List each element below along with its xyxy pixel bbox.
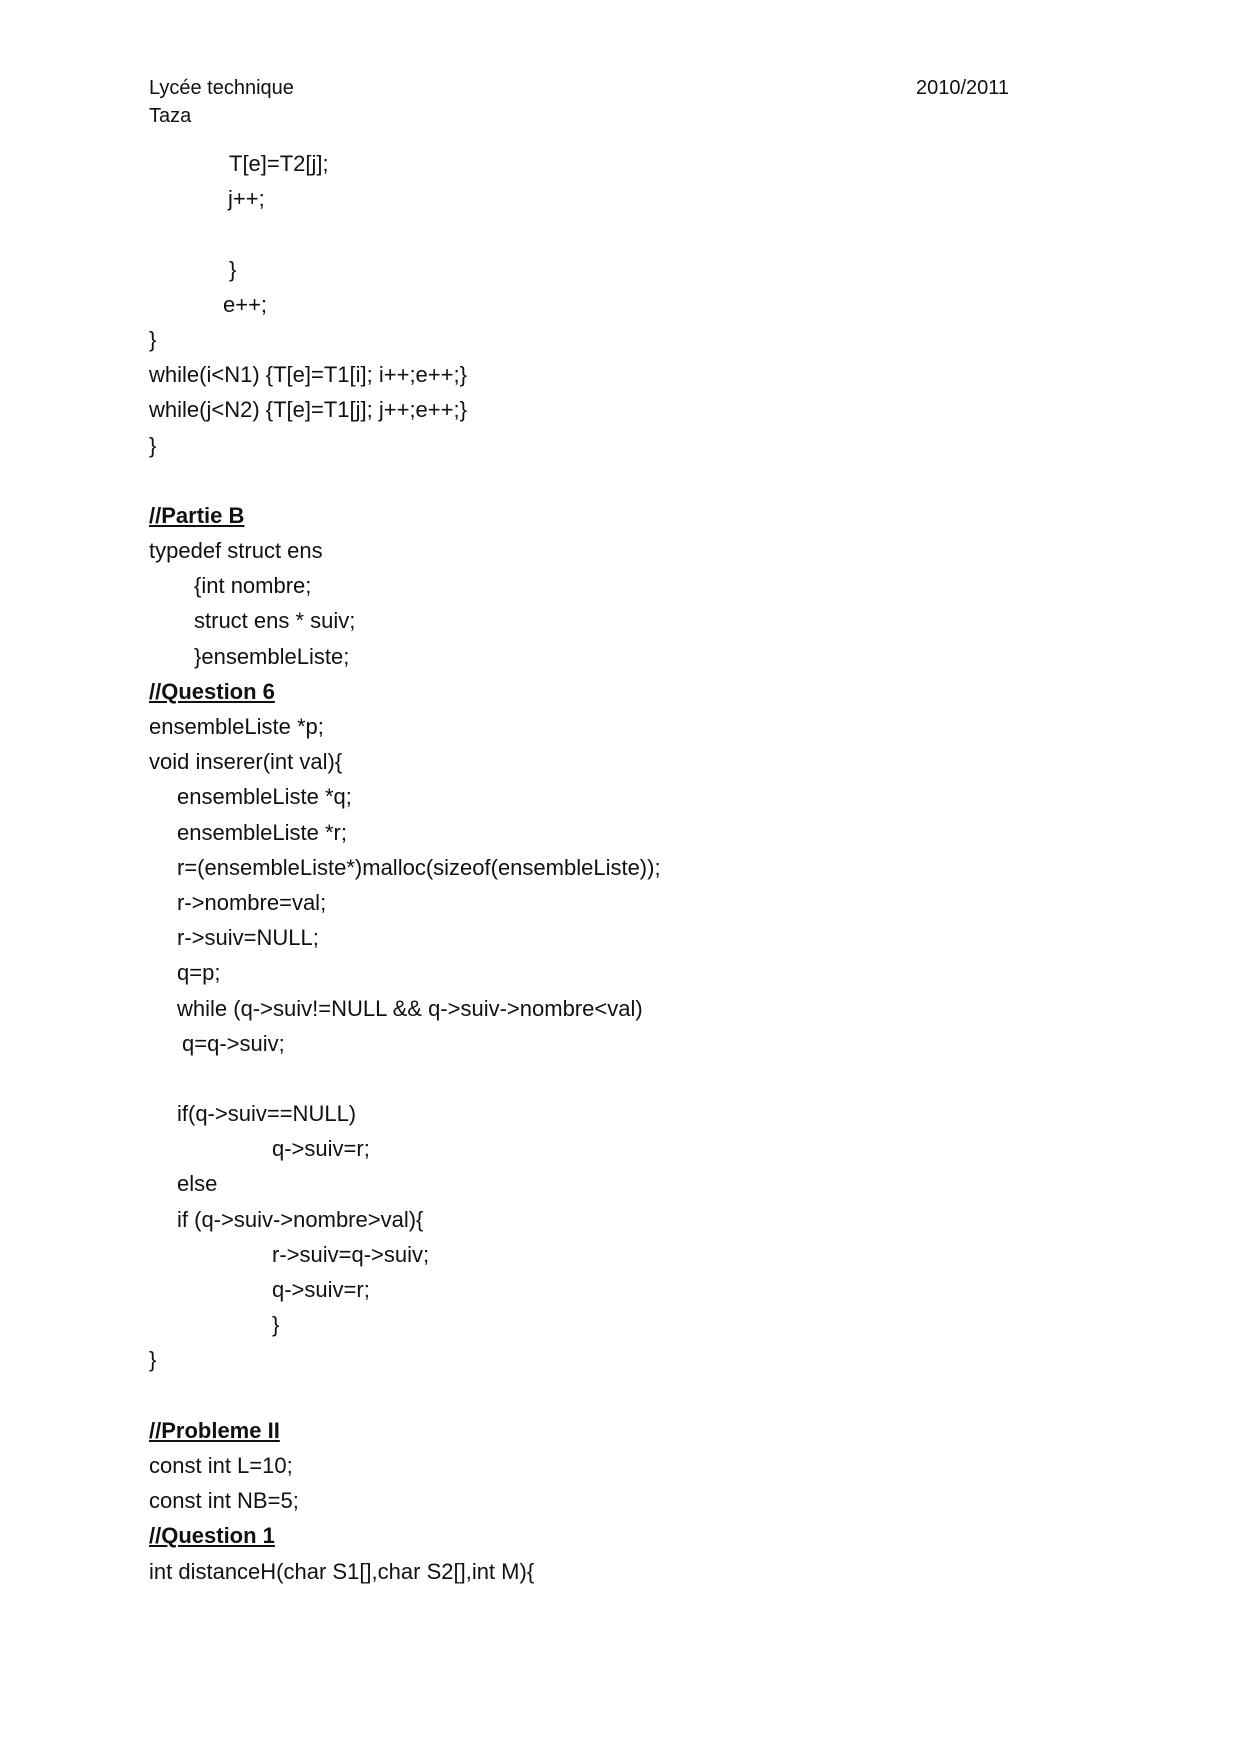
- code-line: r->suiv=NULL;: [177, 925, 319, 951]
- code-line: }: [149, 326, 157, 352]
- page-header-left: [149, 74, 294, 130]
- code-line: else: [177, 1171, 218, 1197]
- code-line: q=q->suiv;: [182, 1030, 285, 1056]
- code-line: }: [229, 256, 237, 282]
- section-heading: //Question 1: [149, 1523, 275, 1549]
- code-line: int distanceH(char S1[],char S2[],int M){: [149, 1558, 535, 1584]
- code-line: r=(ensembleListe*)malloc(sizeof(ensembleListe));: [177, 854, 661, 880]
- code-line: j++;: [228, 186, 265, 212]
- section-heading: //Question 6: [149, 678, 275, 704]
- code-line: }ensembleListe;: [194, 643, 350, 669]
- header-city: Taza: [149, 105, 192, 127]
- blank-line: [149, 463, 661, 498]
- code-line: while(i<N1) {T[e]=T1[i]; i++;e++;}: [149, 362, 467, 388]
- section-heading: //Partie B: [149, 502, 245, 528]
- blank-line: [149, 1378, 661, 1413]
- header-school: Lycée technique: [149, 77, 294, 99]
- code-line: }: [149, 432, 157, 458]
- header-year: 2010/2011: [916, 77, 1010, 99]
- blank-line: [149, 216, 661, 251]
- code-line: }: [272, 1312, 280, 1338]
- code-line: r->nombre=val;: [177, 889, 327, 915]
- code-line: if(q->suiv==NULL): [177, 1101, 357, 1127]
- code-line: const int L=10;: [149, 1452, 293, 1478]
- code-line: ensembleListe *r;: [177, 819, 347, 845]
- code-line: }: [149, 1347, 157, 1373]
- code-line: {int nombre;: [194, 573, 312, 599]
- code-line: struct ens * suiv;: [194, 608, 356, 634]
- code-line: while(j<N2) {T[e]=T1[j]; j++;e++;}: [149, 397, 467, 423]
- code-line: typedef struct ens: [149, 538, 323, 564]
- section-heading: //Probleme II: [149, 1417, 280, 1443]
- code-line: r->suiv=q->suiv;: [272, 1241, 430, 1267]
- code-line: const int NB=5;: [149, 1488, 299, 1514]
- code-line: q=p;: [177, 960, 221, 986]
- code-line: void inserer(int val){: [149, 749, 343, 775]
- code-line: q->suiv=r;: [272, 1277, 370, 1302]
- code-line: T[e]=T2[j];: [229, 151, 329, 176]
- code-line: e++;: [223, 291, 268, 317]
- code-line: if (q->suiv->nombre>val){: [177, 1206, 424, 1232]
- code-line: ensembleListe *q;: [177, 784, 352, 810]
- code-listing: [149, 146, 661, 1589]
- blank-line: [149, 1061, 661, 1096]
- code-line: ensembleListe *p;: [149, 714, 324, 739]
- code-line: q->suiv=r;: [272, 1136, 370, 1162]
- code-line: while (q->suiv!=NULL && q->suiv->nombre<val): [177, 995, 643, 1021]
